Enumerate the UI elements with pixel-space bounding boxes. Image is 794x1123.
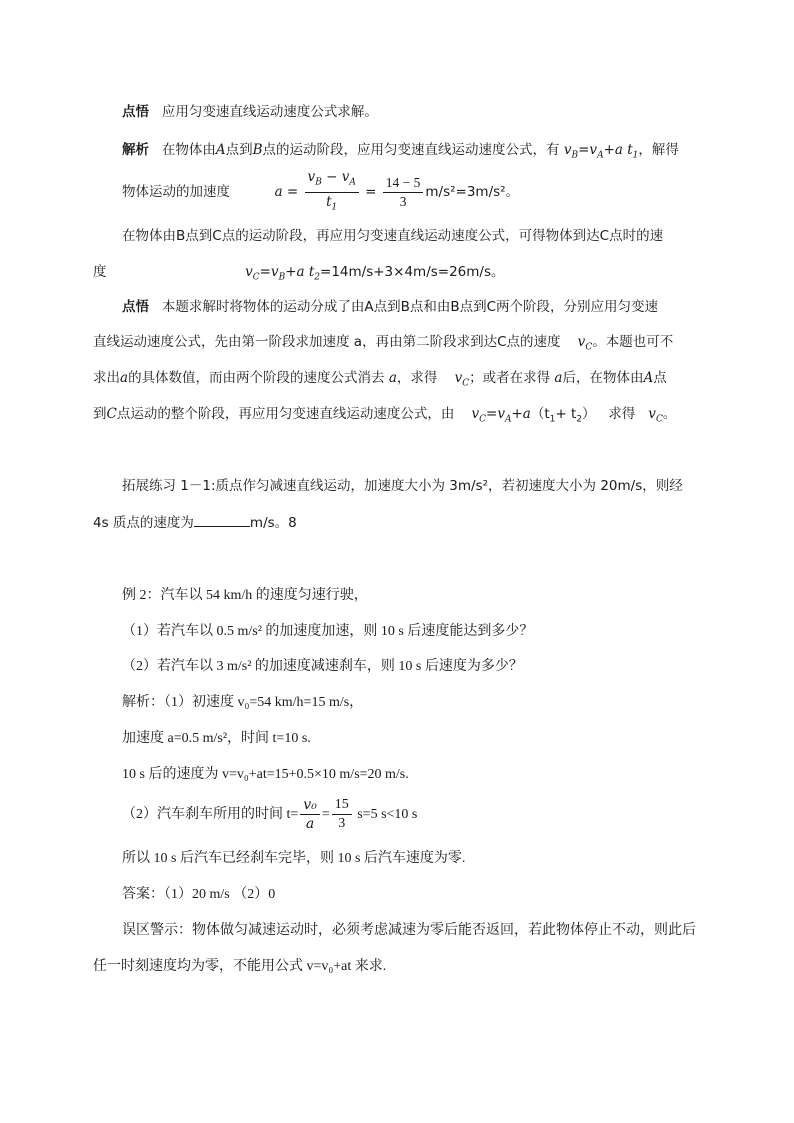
analysis-text: 点到 [225, 142, 253, 158]
analysis-line-1 [122, 140, 679, 166]
analysis-text: 在物体由 [161, 142, 216, 158]
solution-line-4: （2）汽车刹车所用的时间 t= $\frac{\text{v₀}}{a}$ = $\frac{15}{3}$ s=5 s<10 s [122, 797, 418, 833]
tip-1 [122, 102, 378, 122]
warning-line-2: 任一时刻速度均为零，不能用公式 v=v₀+at 来求. [93, 959, 387, 974]
point-a: A [215, 142, 226, 158]
formula: $v_B=v_A+a$ $t_1$ [563, 142, 639, 161]
example-2-title: 例 2：汽车以 54 km/h 的速度匀速行驶， [122, 588, 368, 603]
point-b: B [252, 142, 263, 158]
warning-line-1: 误区警示：物体做匀减速运动时，必须考虑减速为零后能否返回，若此物体停止不动，则此后 [122, 923, 696, 938]
tip-1-label: 点悟 [122, 104, 149, 120]
tip-2-text: 本题求解时将物体的运动分成了由A点到B点和由B点到C两个阶段，分别应用匀变速 [161, 299, 659, 315]
accel-result: m/s²=3m/s²。 [425, 184, 520, 201]
tip-2-line-4: 到C点运动的整个阶段，再应用匀变速直线运动速度公式，由 $v_C=v_A+a(t_1+ t_2)$ 求得 $v_C$。 [93, 406, 677, 425]
solution-line-2: 加速度 a=0.5 m/s²，时间 t=10 s. [122, 731, 311, 746]
example-2-q2: （2）若汽车以 3 m/s² 的加速度减速刹车，则 10 s 后速度为多少？ [122, 659, 523, 674]
tip-2-text: 直线运动速度公式，先由第一阶段求加速度 a，再由第二阶段求到达C点的速度 [93, 334, 561, 350]
fraction-time-values: $\frac{15}{3}$ [332, 796, 352, 833]
analysis-text: ，解得 [638, 142, 679, 158]
tip-1-text: 应用匀变速直线运动速度公式求解。 [161, 104, 378, 120]
tip-2-text: 。本题也可不 [592, 334, 674, 350]
analysis-line-2: 物体运动的加速度 a = $\frac{v_B - v_A}{t_1}$ = $\frac{14 - 5}{3}$ m/s²=3m/s²。 [122, 168, 519, 216]
analysis-label: 解析 [122, 142, 149, 158]
tip-2-label: 点悟 [122, 299, 149, 315]
fraction-time: $\frac{\text{v₀}}{a}$ [300, 796, 320, 833]
analysis-text: 物体运动的加速度 [122, 184, 230, 201]
analysis-line-3: 在物体由B点到C点的运动阶段，再应用匀变速直线运动速度公式，可得物体到达C点时的速 [122, 228, 664, 244]
fraction-accel: $\frac{v_B - v_A}{t_1}$ [305, 168, 359, 216]
extension-line-2: 4s 质点的速度为 m/s。8 [93, 512, 297, 533]
solution-line-5: 所以 10 s 后汽车已经刹车完毕，则 10 s 后汽车速度为零. [122, 851, 466, 866]
analysis-text: 点的运动阶段，应用匀变速直线运动速度公式，有 [262, 142, 560, 158]
analysis-line-4 [93, 262, 505, 288]
tip-2-line-3: 求出a的具体数值，而由两个阶段的速度公式消去 a，求得 $v_C$；或者在求得 a后，在物体由A点 [93, 370, 667, 389]
vc-result: =14m/s+3×4m/s=26m/s。 [320, 264, 505, 280]
answer-line: 答案：（1）20 m/s （2）0 [122, 887, 276, 902]
answer-blank[interactable] [194, 512, 250, 527]
fraction-values: $\frac{14 - 5}{3}$ [383, 174, 424, 211]
example-2-q1: （1）若汽车以 0.5 m/s² 的加速度加速，则 10 s 后速度能达到多少？ [122, 624, 534, 639]
solution-line-3: 10 s 后的速度为 v=v₀+at=15+0.5×10 m/s=20 m/s. [122, 767, 409, 782]
formula-vc: $v_C=v_B+a$ $t_2$ [245, 264, 321, 283]
tip-2-line-1 [122, 297, 658, 317]
analysis-text: 度 [93, 264, 107, 280]
tip-2-line-2: 直线运动速度公式，先由第一阶段求加速度 a，再由第二阶段求到达C点的速度 $v_C$。本题也可不 [93, 334, 674, 353]
extension-line-1: 拓展练习 1－1:质点作匀减速直线运动，加速度大小为 3m/s²，若初速度大小为 20m/s，则经 [122, 478, 683, 494]
solution-line-1: 解析：（1）初速度 v₀=54 km/h=15 m/s， [122, 695, 364, 710]
formula-lhs: a = [274, 184, 299, 201]
